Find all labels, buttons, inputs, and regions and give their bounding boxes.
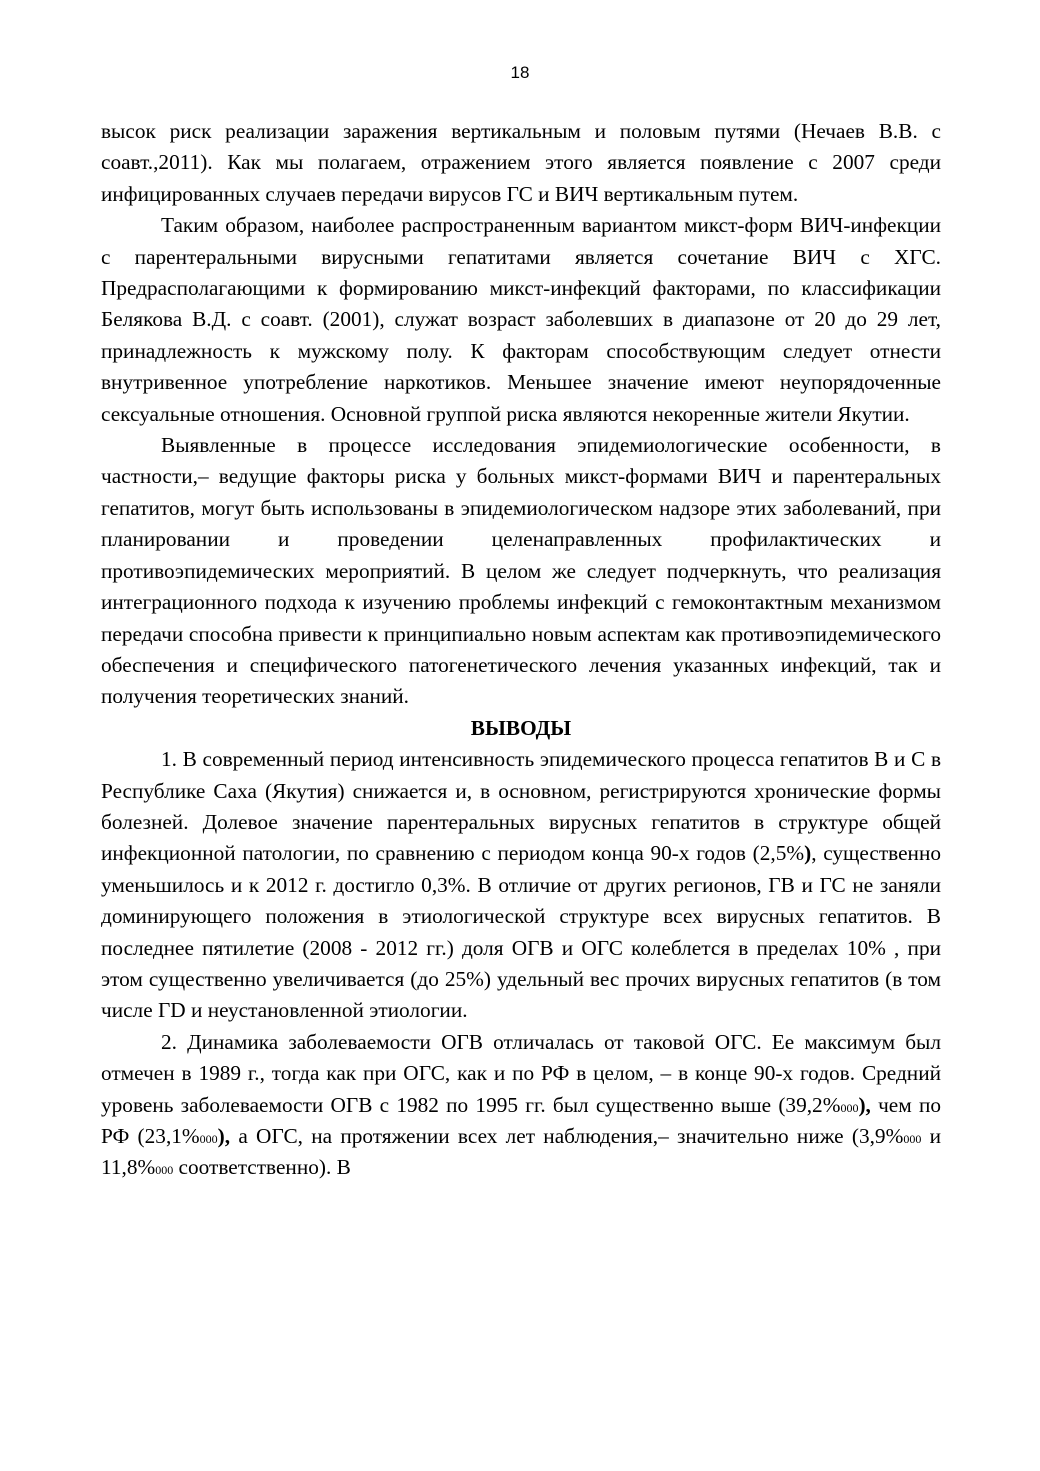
conclusion-2-text-a: 2. Динамика заболеваемости ОГВ отличалась от таковой ОГС. Ее максимум был отмечен в 1989 г., тогда как при ОГС, как и по РФ в целом, – в конце 90-х годов. Средний уровень заболеваемости ОГВ с 1982 по 1995 гг. был существенно выше (39,2% [101, 1029, 941, 1117]
conclusion-2-bracket-2: ), [217, 1124, 231, 1148]
conclusion-2-comma: , [865, 1092, 871, 1117]
rate-denominator-2: 000 [199, 1132, 218, 1146]
rate-denominator-3: 000 [903, 1132, 922, 1146]
conclusion-1-text-c: , существенно уменьшилось и к 2012 г. достигло 0,3%. В отличие от других регионов, ГВ и ГС не заняли доминирующего положения в этиологической структуре всех вирусных гепатитов. В последнее пятилетие (2008 - 2012 гг.) доля ОГВ и ОГС колеблется в пределах 10% , при этом существенно увеличивается (до 25%) удельный вес прочих вирусных гепатитов (в том числе ГD и неустановленной этиологии. [101, 841, 942, 1023]
conclusion-2-text-e: а ОГС, на протяжении всех лет наблюдения,– значительно ниже (3,9% [230, 1124, 904, 1148]
rate-denominator-1: 000 [840, 1100, 859, 1115]
rate-denominator-4: 000 [155, 1163, 174, 1178]
conclusion-1-bracket: ) [804, 841, 812, 866]
paragraph-mixed-forms: Таким образом, наиболее распространенным вариантом микст-форм ВИЧ-инфекции с парентеральными вирусными гепатитами является сочетание ВИЧ с ХГС. Предрасполагающими к формированию микст-инфекций факторами, по классификации Белякова В.Д. с соавт. (2001), служат возраст заболевших в диапазоне от 20 до 29 лет, принадлежность к мужскому полу. К факторам способствующим следует отнести внутривенное употребление наркотиков. Меньшее значение имеют неупорядоченные сексуальные отношения. Основной группой риска являются некоренные жители Якутии. [101, 213, 941, 426]
conclusion-2-text-g: соответственно). В [173, 1155, 351, 1180]
conclusion-2-text-c-rest: чем по РФ (23,1% [101, 1092, 941, 1148]
conclusion-item-1 [101, 744, 941, 1027]
conclusion-2-text-f: и 11,8% [101, 1124, 941, 1180]
document-body [101, 116, 941, 1184]
conclusion-item-2 [101, 1027, 941, 1184]
paragraph-continuation: высок риск реализации заражения вертикальным и половым путями (Нечаев В.В. с соавт.,2011). Как мы полагаем, отражением этого является появление с 2007 среди инфицированных случаев передачи вирусов ГС и ВИЧ вертикальным путем. [101, 119, 941, 206]
conclusion-2-bracket-1: ) [858, 1092, 866, 1117]
conclusions-heading: ВЫВОДЫ [470, 715, 572, 740]
paragraph-epidemiological-features: Выявленные в процессе исследования эпидемиологические особенности, в частности,– ведущие факторы риска у больных микст-формами ВИЧ и парентеральных гепатитов, могут быть использованы в эпидемиологическом надзоре этих заболеваний, при планировании и проведении целенаправленных профилактических и противоэпидемических мероприятий. В целом же следует подчеркнуть, что реализация интеграционного подхода к изучению проблемы инфекций с гемоконтактным механизмом передачи способна привести к принципиально новым аспектам как противоэпидемического обеспечения и специфического патогенетического лечения указанных инфекций, так и получения теоретических знаний. [101, 433, 941, 709]
conclusion-1-text-a: 1. В современный период интенсивность эпидемического процесса гепатитов В и С в Республике Саха (Якутия) снижается и, в основном, регистрируются хронические формы болезней. Долевое значение парентеральных вирусных гепатитов в структуре общей инфекционной патологии, по сравнению с периодом конца 90-х годов (2,5% [101, 747, 941, 866]
page-number: 18 [510, 63, 530, 82]
